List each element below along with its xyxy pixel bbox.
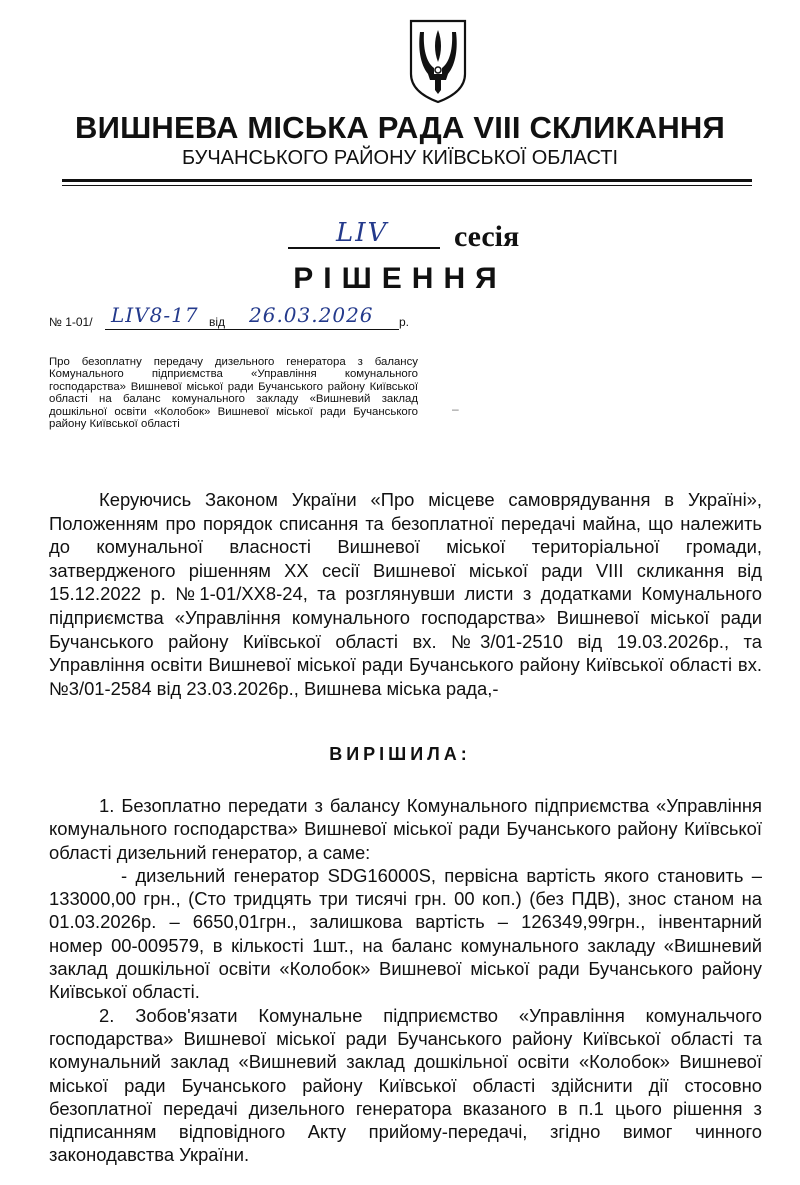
session-label: сесія bbox=[454, 220, 520, 253]
decision-number-row bbox=[49, 303, 429, 333]
decision-number-underline bbox=[105, 329, 253, 330]
decision-date-underline bbox=[233, 329, 399, 330]
decision-items bbox=[49, 794, 762, 1167]
header-divider-thick bbox=[62, 179, 752, 182]
session-number: LIV bbox=[336, 218, 389, 248]
decision-date-suffix: р. bbox=[399, 315, 410, 329]
trident-coat-of-arms-icon bbox=[408, 18, 468, 104]
item-2: 2. Зобов'язати Комунальне підприємство «Управління комунальчого господарства» Вишневої міської ради Бучанського району Київської області та комунальний заклад «Вишневий заклад дошкільної освіти «Колобок» Вишневої міської ради Бучанського району Київської області здійснити дії стосовно безоплатної передачі дизельного генератора вказаного в п.1 цього рішення з підписанням відповідного Акту прийому-передачі, згідно вимог чинного законодавства України. bbox=[49, 1004, 762, 1166]
decision-subject: Про безоплатну передачу дизельного генератора з балансу Комунального підприємства «Управління комунального господарства» Вишневої міської ради Бучанського району Київської області на баланс комунального закладу «Вишневий заклад дошкільної освіти «Колобок» Вишневої міської ради Бучанського району Київської області bbox=[49, 356, 418, 431]
preamble-paragraph: Керуючись Законом України «Про місцеве самоврядування в Україні», Положенням про порядок списання та безоплатної передачі майна, що належить до комунальної власності Вишневої міської територіальної громади, затвердженого рішенням XX сесії Вишневої міської ради VIII скликання від 15.12.2022 р. №1-01/XX8-24, та розглянувши листи з додатками Комунального підприємства «Управління комунального господарства» Вишневої міської ради Бучанського району Київської області вх. №3/01-2510 від 19.03.2026р., та Управління освіти Вишневої міської ради Бучанського району Київської області вх. №3/01-2584 від 23.03.2026р., Вишнева міська рада,- bbox=[49, 489, 762, 699]
decision-heading: РІШЕННЯ bbox=[293, 262, 507, 295]
resolved-heading: ВИРІШИЛА: bbox=[329, 744, 471, 764]
decision-number-prefix: № 1-01/ bbox=[49, 315, 93, 329]
item-1-detail: - дизельний генератор SDG16000S, первісна вартість якого становить – 133000,00 грн., (Сто тридцять три тисячі грн. 00 коп.) (без ПДВ), знос станом на 01.03.2026р. – 6650,01грн., залишкова вартість – 126349,99грн., інвентарний номер 00-009579, в кількості 1шт., на баланс комунального закладу «Вишневий заклад дошкільної освіти «Колобок» Вишневої міської ради Бучанського району Київської області. bbox=[49, 864, 762, 1003]
decision-date-value: 26.03.2026 bbox=[249, 303, 374, 327]
decision-number-value: LIV8-17 bbox=[111, 303, 199, 327]
item-1-intro: 1. Безоплатно передати з балансу Комунального підприємства «Управління комунального господарства» Вишневої міської ради Бучанського району Київської області дизельний генератор, а саме: bbox=[49, 795, 762, 863]
council-subtitle: БУЧАНСЬКОГО РАЙОНУ КИЇВСЬКОЇ ОБЛАСТІ bbox=[181, 147, 618, 169]
header-divider-thin bbox=[62, 185, 752, 186]
margin-mark: – bbox=[452, 402, 459, 416]
council-title: ВИШНЕВА МІСЬКА РАДА VIII СКЛИКАННЯ bbox=[75, 110, 725, 145]
session-line bbox=[288, 218, 548, 258]
decision-date-prefix: від bbox=[209, 315, 226, 329]
